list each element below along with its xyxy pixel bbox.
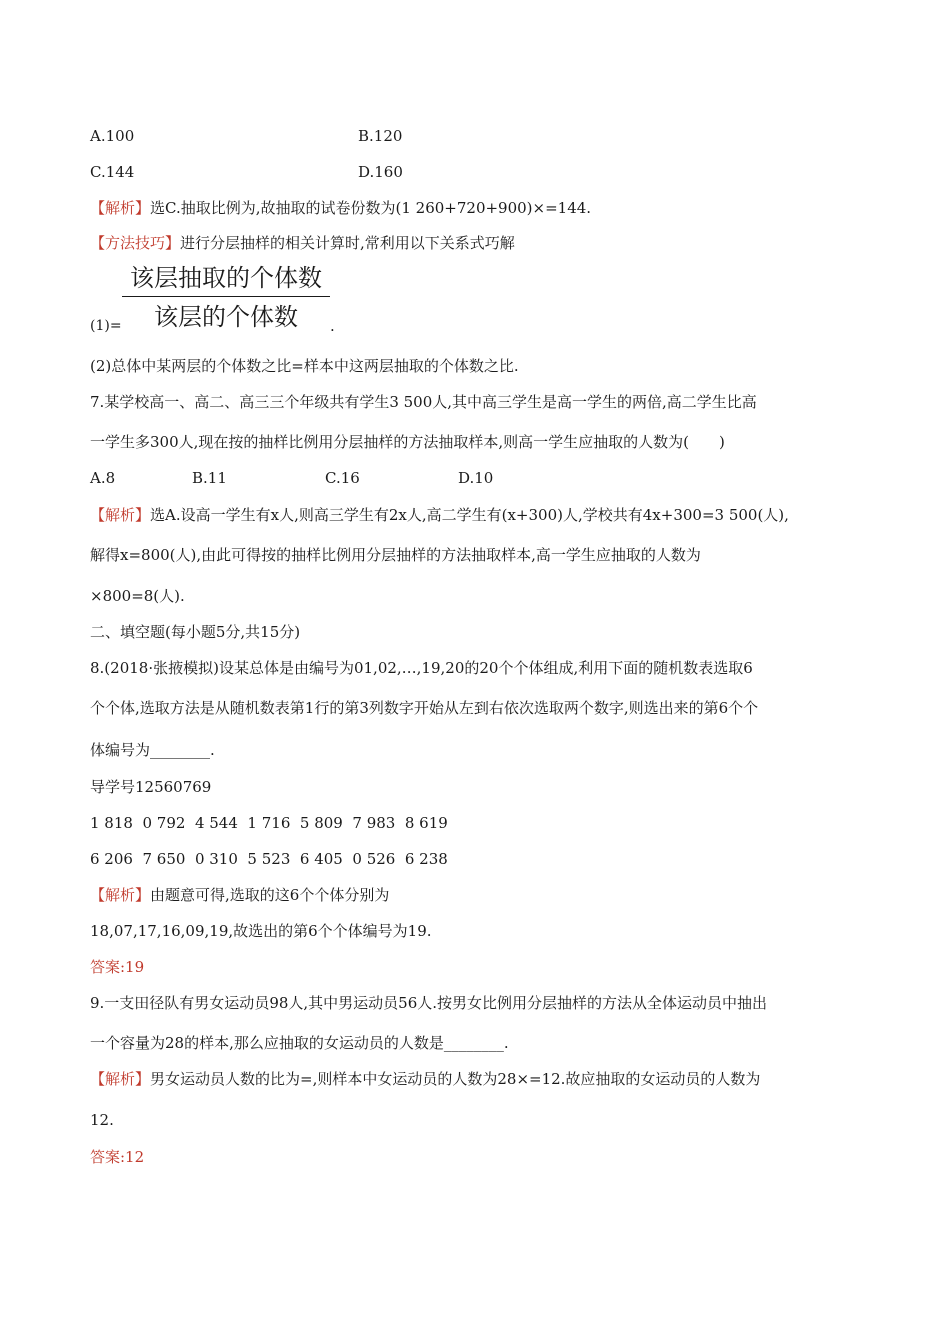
q7-stem-line-2: 一学生多300人,现在按的抽样比例用分层抽样的方法抽取样本,则高一学生应抽取的人数为( ) [90, 433, 725, 451]
solution-tag: 【解析】 [90, 199, 151, 217]
ratio-fraction [122, 262, 330, 333]
q7-solution-line-1 [90, 505, 789, 525]
q8-answer: 答案:19 [90, 958, 145, 976]
q8-solution-line-2: 18,07,17,16,09,19,故选出的第6个个体编号为19. [90, 922, 432, 940]
q8-stem-line-2: 个个体,选取方法是从随机数表第1行的第3列数字开始从左到右依次选取两个数字,则选出来的第6个个 [90, 699, 759, 717]
item-2: (2)总体中某两层的个体数之比=样本中这两层抽取的个体数之比. [90, 357, 519, 375]
fraction-bar [122, 296, 330, 297]
fraction-numerator: 该层抽取的个体数 [130, 264, 322, 292]
q6-option-c: C.144 [90, 163, 135, 181]
solution-text: 由题意可得,选取的这6个个体分别为 [150, 886, 390, 904]
method-text: 进行分层抽样的相关计算时,常利用以下关系式巧解 [180, 234, 515, 252]
q7-option-a: A.8 [90, 469, 116, 487]
q7-solution-line-2: 解得x=800(人),由此可得按的抽样比例用分层抽样的方法抽取样本,高一学生应抽取的人数为 [90, 546, 701, 564]
q9-solution-line-2: 12. [90, 1111, 114, 1129]
q9-solution-line-1 [90, 1069, 760, 1089]
solution-tag: 【解析】 [90, 1070, 151, 1088]
q6-solution [90, 198, 591, 218]
fraction-denominator: 该层的个体数 [154, 303, 298, 331]
q7-option-d: D.10 [458, 469, 494, 487]
q6-option-b: B.120 [358, 127, 403, 145]
q6-method-tip [90, 233, 515, 253]
q9-stem-line-2: 一个容量为28的样本,那么应抽取的女运动员的人数是________. [90, 1034, 509, 1052]
q6-option-a: A.100 [90, 127, 135, 145]
random-table-row-2: 6 206 7 650 0 310 5 523 6 405 0 526 6 238 [90, 850, 448, 868]
q7-solution-line-3: ×800=8(人). [90, 587, 185, 605]
method-tag: 【方法技巧】 [90, 234, 181, 252]
solution-text: 选A.设高一学生有x人,则高三学生有2x人,高二学生有(x+300)人,学校共有4x+300=3 500(人), [150, 506, 789, 524]
section-heading: 二、填空题(每小题5分,共15分) [90, 623, 301, 641]
q6-option-d: D.160 [358, 163, 403, 181]
q8-stem-line-3: 体编号为________. [90, 741, 215, 759]
q8-stem-line-1: 8.(2018·张掖模拟)设某总体是由编号为01,02,…,19,20的20个个体组成,利用下面的随机数表选取6 [90, 659, 753, 677]
q7-option-c: C.16 [325, 469, 360, 487]
solution-tag: 【解析】 [90, 886, 151, 904]
q7-stem-line-1: 7.某学校高一、高二、高三三个年级共有学生3 500人,其中高三学生是高一学生的两倍,高二学生比高 [90, 393, 757, 411]
solution-tag: 【解析】 [90, 506, 151, 524]
q9-answer: 答案:12 [90, 1148, 145, 1166]
random-table-row-1: 1 818 0 792 4 544 1 716 5 809 7 983 8 619 [90, 814, 448, 832]
q8-guide-number: 导学号12560769 [90, 778, 212, 796]
item-1-prefix: (1)= [90, 318, 122, 334]
q8-solution-line-1 [90, 885, 389, 905]
solution-text: 男女运动员人数的比为=,则样本中女运动员的人数为28×=12.故应抽取的女运动员的人数为 [150, 1070, 761, 1088]
q7-option-b: B.11 [192, 469, 227, 487]
item-1-suffix: . [330, 317, 335, 335]
solution-text: 选C.抽取比例为,故抽取的试卷份数为(1 260+720+900)×=144. [150, 199, 592, 217]
q9-stem-line-1: 9.一支田径队有男女运动员98人,其中男运动员56人.按男女比例用分层抽样的方法从全体运动员中抽出 [90, 994, 768, 1012]
